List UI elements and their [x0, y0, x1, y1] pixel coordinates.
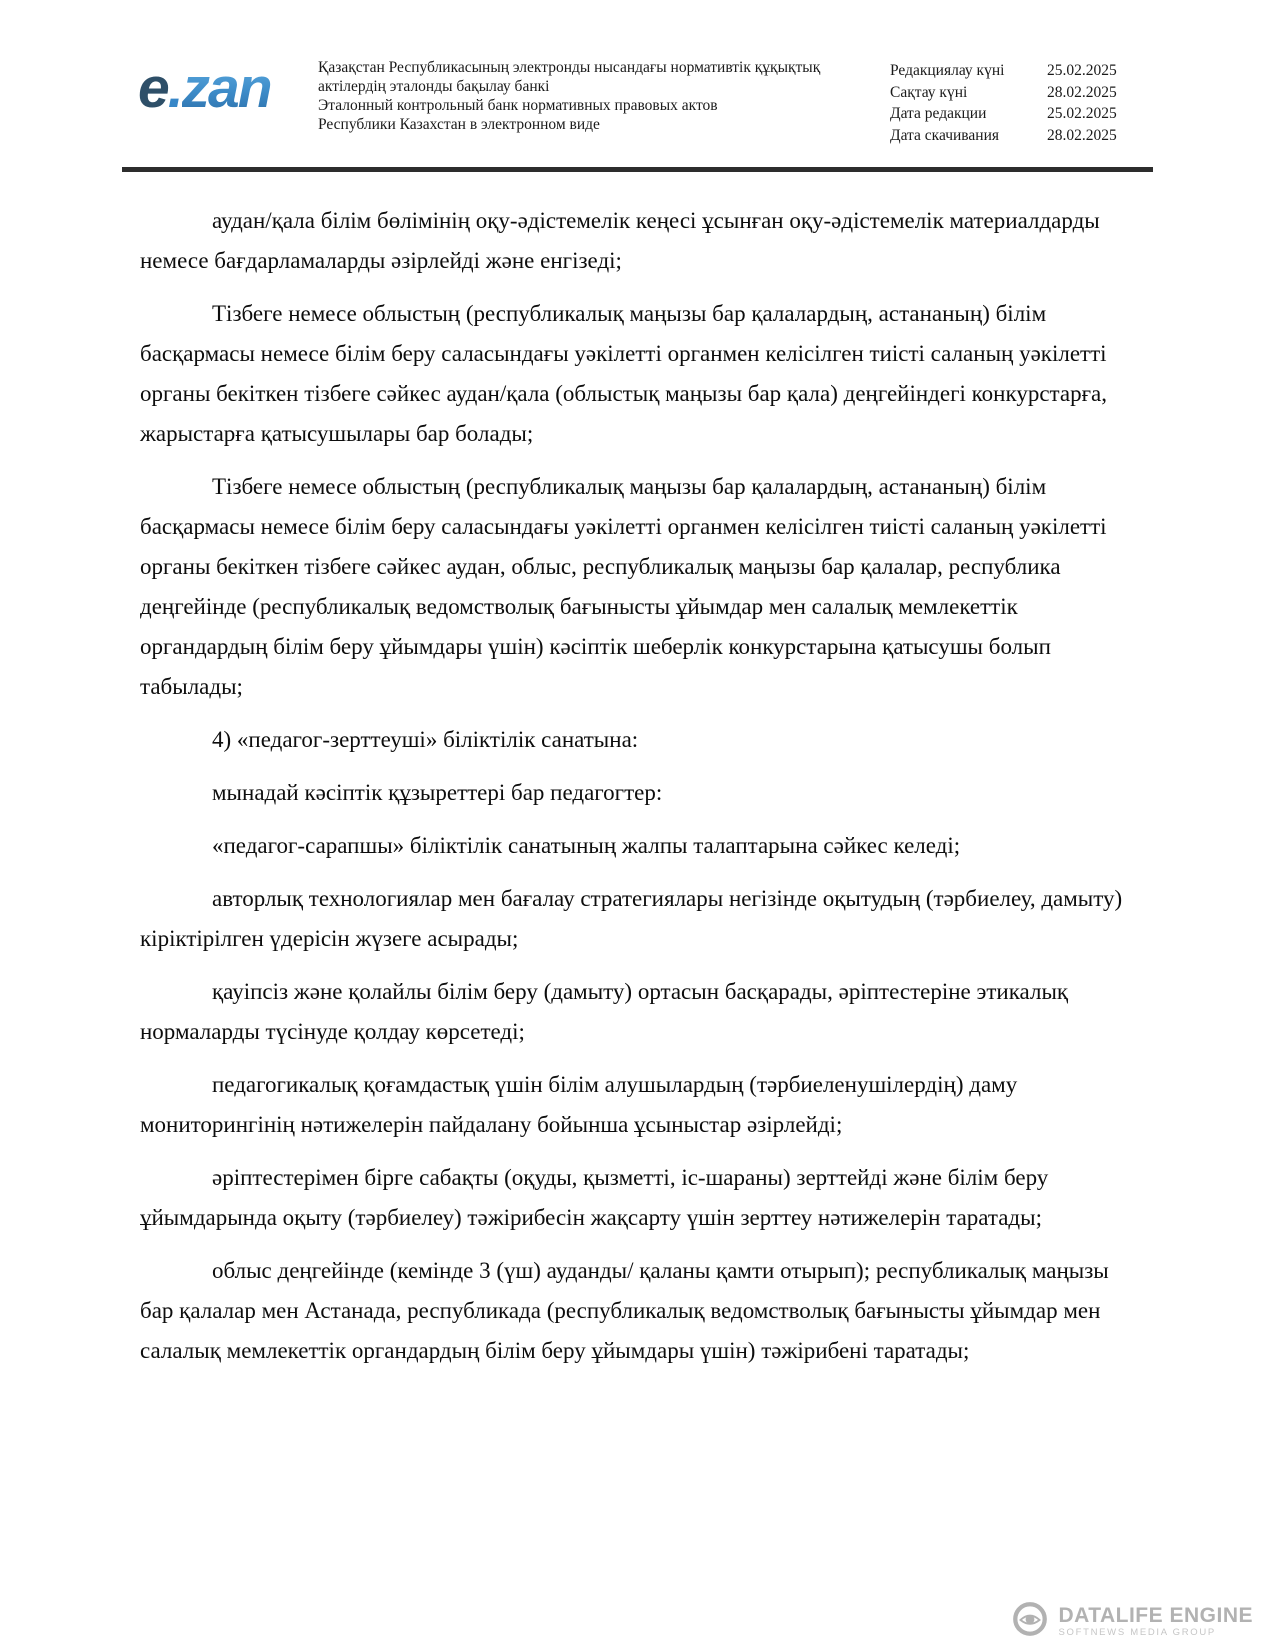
document-dates [890, 60, 1140, 146]
document-body [140, 201, 1135, 1384]
body-paragraph: облыс деңгейінде (кемінде 3 (үш) ауданды/ қаланы қамти отырып); республикалық маңызы бар қалалар мен Астанада, республикада (республикалық ведомстволық бағынысты ұйымдар мен салалық мемлекеттік органдардың білім беру ұйымдары үшін) тәжірибені таратады; [140, 1258, 1109, 1363]
logo-letter-e: e [138, 56, 168, 120]
logo-dot: . [167, 56, 182, 120]
date-label: Дата редакции [890, 105, 987, 122]
footer-text [1058, 1605, 1253, 1639]
body-paragraph: мынадай кәсіптік құзыреттері бар педагогтер: [212, 780, 663, 805]
date-value: 28.02.2025 [1047, 83, 1117, 101]
body-paragraph: авторлық технологиялар мен бағалау стратегиялары негізінде оқытудың (тәрбиелеу, дамыту) кіріктірілген үдерісін жүзеге асырады; [140, 886, 1123, 951]
body-paragraph: аудан/қала білім бөлімінің оқу-әдістемелік кеңесі ұсынған оқу-әдістемелік материалдарды немесе бағдарламаларды әзірлейді және енгізеді; [140, 208, 1100, 273]
date-row [890, 82, 1140, 104]
body-paragraph: педагогикалық қоғамдастық үшін білім алушылардың (тәрбиеленушілердің) даму мониторингінің нәтижелерін пайдалану бойынша ұсыныстар әзірлейді; [140, 1072, 1018, 1137]
date-value: 28.02.2025 [1047, 126, 1117, 144]
organization-title-line: актілердің эталонды бақылау банкі [318, 78, 550, 95]
datalife-engine-logo [1011, 1600, 1253, 1643]
date-row [890, 103, 1140, 125]
date-label: Дата скачивания [890, 126, 1000, 144]
organization-title-line: Қазақстан Республикасының электронды нысандағы нормативтік құқықтық [318, 59, 821, 76]
footer-brand: DATALIFE ENGINE [1058, 1603, 1253, 1627]
body-paragraph: Тізбеге немесе облыстың (республикалық маңызы бар қалалардың, астананың) білім басқармасы немесе білім беру саласындағы уәкілетті органмен келісілген тиісті саланың уәкілетті органы бекіткен тізбеге сәйкес аудан, облыс, республикалық маңызы бар қалалар, республика деңгейінде (республикалық ведомстволық бағынысты ұйымдар мен салалық мемлекеттік органдардың білім беру ұйымдары үшін) кәсіптік шеберлік конкурстарына қатысушы болып табылады; [140, 474, 1107, 699]
organization-title-line: Эталонный контрольный банк нормативных правовых актов [318, 97, 718, 114]
date-row [890, 125, 1140, 147]
header-divider [122, 167, 1153, 172]
body-paragraph: әріптестерімен бірге сабақты (оқуды, қызметті, іс-шараны) зерттейді және білім беру ұйымдарында оқыту (тәрбиелеу) тәжірибесін жақсарту үшін зерттеу нәтижелерін таратады; [140, 1165, 1049, 1230]
date-label: Редакциялау күні [890, 62, 1005, 79]
body-paragraph: Тізбеге немесе облыстың (республикалық маңызы бар қалалардың, астананың) білім басқармасы немесе білім беру саласындағы уәкілетті органмен келісілген тиісті саланың уәкілетті органы бекіткен тізбеге сәйкес аудан/қала (облыстық маңызы бар қала) деңгейіндегі конкурстарға, жарыстарға қатысушылары бар болады; [140, 301, 1107, 446]
organization-title [318, 58, 893, 134]
date-row [890, 60, 1140, 82]
logo-letters-zan: zan [181, 56, 271, 120]
date-value: 25.02.2025 [1047, 105, 1117, 122]
footer-subtitle: SOFTNEWS MEDIA GROUP [1058, 1626, 1216, 1638]
datalife-eye-icon [1011, 1600, 1049, 1643]
date-value: 25.02.2025 [1047, 62, 1117, 79]
ezan-logo [138, 56, 271, 120]
body-paragraph: 4) «педагог-зерттеуші» біліктілік санатына: [212, 727, 639, 752]
body-paragraph: «педагог-сарапшы» біліктілік санатының жалпы талаптарына сәйкес келеді; [212, 833, 961, 858]
organization-title-line: Республики Казахстан в электронном виде [318, 116, 600, 133]
date-label: Сақтау күні [890, 83, 968, 101]
body-paragraph: қауіпсіз және қолайлы білім беру (дамыту) ортасын басқарады, әріптестеріне этикалық нормаларды түсінуде қолдау көрсетеді; [140, 979, 1069, 1044]
